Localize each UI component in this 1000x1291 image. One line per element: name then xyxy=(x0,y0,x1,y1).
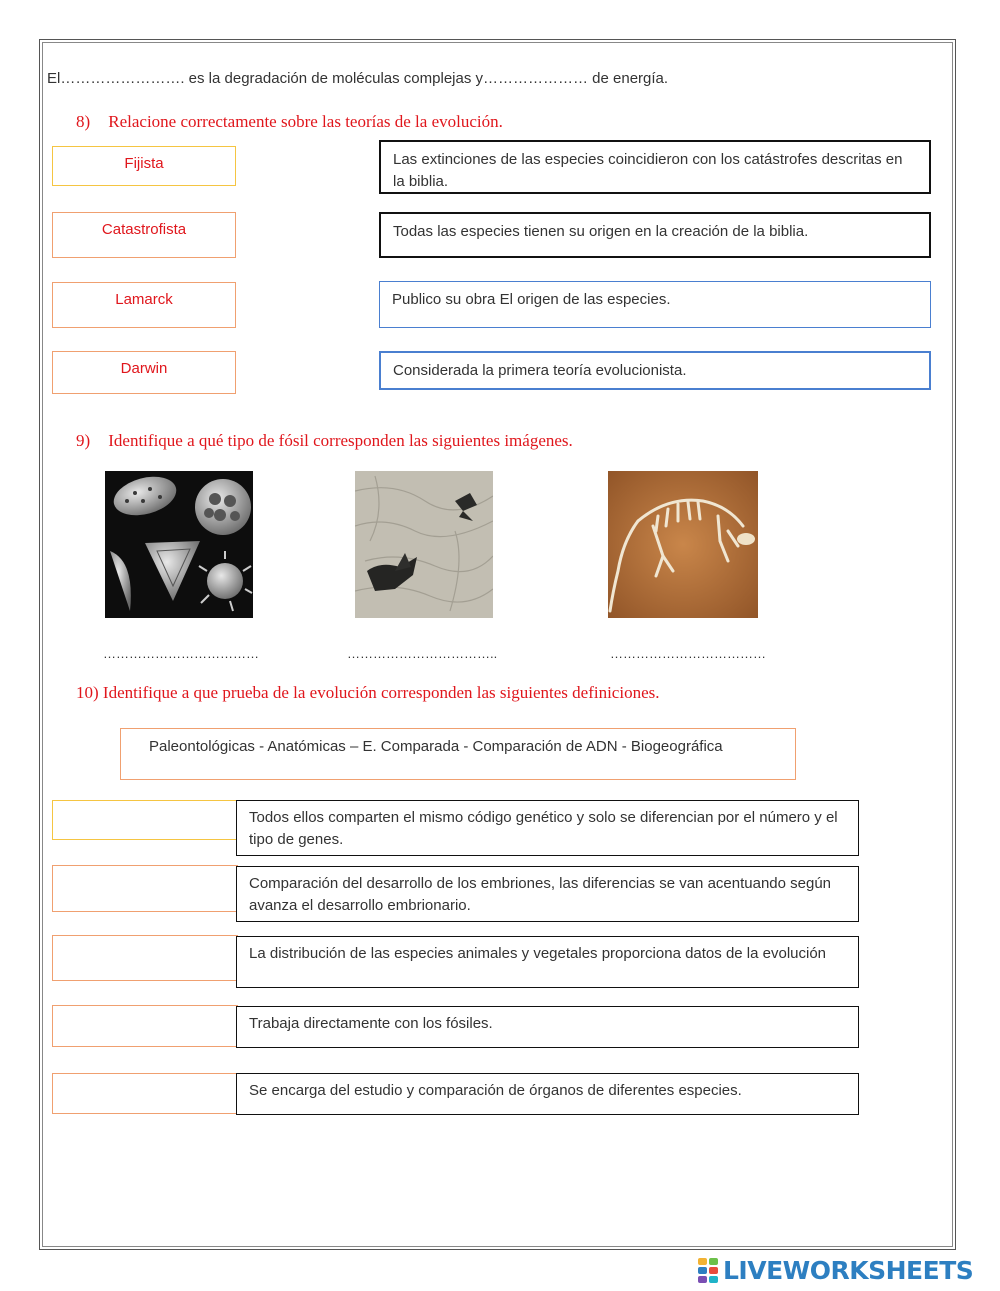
definition-text: La distribución de las especies animales y vegetales proporciona datos de la evolución xyxy=(249,945,827,962)
definition-text: Se encarga del estudio y comparación de órganos de diferentes especies. xyxy=(249,1082,742,1099)
q8-number: 8) xyxy=(76,112,91,131)
match-right-text: Las extinciones de las especies coincidieron con los catástrofes descritas en la biblia. xyxy=(393,151,903,190)
q9-title xyxy=(76,431,573,451)
liveworksheets-logo-icon xyxy=(698,1257,720,1283)
match-right-2[interactable] xyxy=(379,212,931,258)
match-right-text: Considerada la primera teoría evolucionista. xyxy=(393,362,687,379)
definition-text: Trabaja directamente con los fósiles. xyxy=(249,1015,493,1032)
fossil-answer-blank-2[interactable]: …………………………….. xyxy=(347,646,498,661)
match-right-4[interactable] xyxy=(379,351,931,390)
q10-number: 10) xyxy=(76,683,99,702)
match-right-text: Publico su obra El origen de las especies. xyxy=(392,291,671,308)
options-text: Paleontológicas - Anatómicas – E. Comparada - Comparación de ADN - Biogeográfica xyxy=(149,738,723,755)
definition-text: Todos ellos comparten el mismo código genético y solo se diferencian por el número y el tipo de genes. xyxy=(249,809,838,848)
answer-input-1[interactable] xyxy=(52,800,238,840)
intro-line: El……………………. es la degradación de moléculas complejas y………………… de energía. xyxy=(47,70,669,87)
match-left-fijista[interactable] xyxy=(52,146,236,186)
liveworksheets-logo-text: LIVEWORKSHEETS xyxy=(723,1255,974,1285)
footprint-fossil-image xyxy=(355,471,493,618)
skeleton-fossil-image xyxy=(608,471,758,618)
definition-box-3 xyxy=(236,936,859,988)
q9-title-text: Identifique a qué tipo de fósil corresponden las siguientes imágenes. xyxy=(108,431,573,450)
fossil-answer-blank-3[interactable]: ……………………………… xyxy=(610,646,766,661)
match-left-catastrofista[interactable] xyxy=(52,212,236,258)
definition-text: Comparación del desarrollo de los embriones, las diferencias se van acentuando según avanza el desarrollo embrionario. xyxy=(249,875,832,914)
q10-title-text: Identifique a que prueba de la evolución corresponden las siguientes definiciones. xyxy=(102,683,660,702)
match-left-darwin[interactable] xyxy=(52,351,236,394)
match-right-3[interactable] xyxy=(379,281,931,328)
microfossil-image xyxy=(105,471,253,618)
answer-input-5[interactable] xyxy=(52,1073,238,1114)
match-left-label: Darwin xyxy=(120,360,168,377)
match-left-label: Lamarck xyxy=(115,291,173,308)
definition-box-2 xyxy=(236,866,859,922)
q8-title-text: Relacione correctamente sobre las teorías de la evolución. xyxy=(108,112,503,131)
fossil-answer-blank-1[interactable]: ……………………………… xyxy=(103,646,259,661)
definition-box-1 xyxy=(236,800,859,856)
answer-input-2[interactable] xyxy=(52,865,238,912)
match-right-text: Todas las especies tienen su origen en la creación de la biblia. xyxy=(393,223,809,240)
liveworksheets-logo xyxy=(698,1255,973,1285)
answer-input-3[interactable] xyxy=(52,935,238,981)
definition-box-4 xyxy=(236,1006,859,1048)
q9-number: 9) xyxy=(76,431,91,450)
q10-title xyxy=(76,683,659,703)
match-left-label: Fijista xyxy=(124,155,164,172)
q8-title xyxy=(76,112,503,132)
match-left-lamarck[interactable] xyxy=(52,282,236,328)
definition-box-5 xyxy=(236,1073,859,1115)
answer-input-4[interactable] xyxy=(52,1005,238,1047)
match-left-label: Catastrofista xyxy=(101,221,187,238)
options-word-bank xyxy=(120,728,796,780)
match-right-1[interactable] xyxy=(379,140,931,194)
